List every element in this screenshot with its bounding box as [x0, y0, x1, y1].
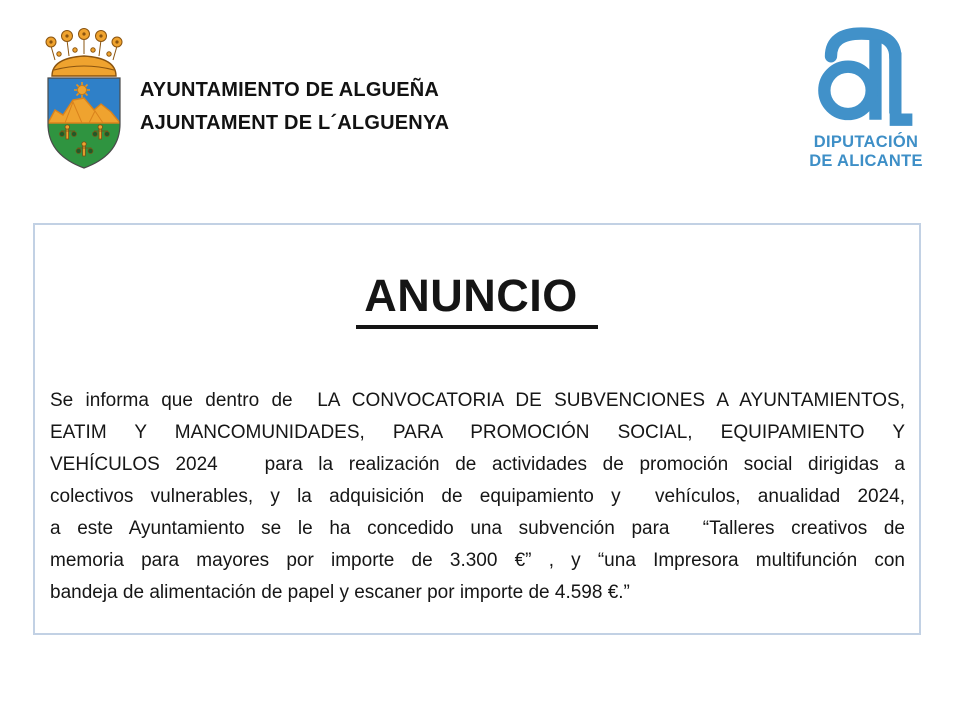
announcement-title: ANUNCIO [356, 271, 598, 329]
diputacion-alicante-logo-icon [813, 26, 919, 132]
announcement-body-line: memoria para mayores por importe de 3.300 €” , y “una Impresora multifunción con [50, 549, 905, 571]
announcement-box [33, 223, 921, 635]
announcement-body-line: a este Ayuntamiento se le ha concedido una subvención para “Talleres creativos de [50, 517, 905, 539]
municipality-name-va: AJUNTAMENT DE L´ALGUENYA [140, 112, 450, 134]
diputacion-name-line2: DE ALICANTE [809, 152, 923, 170]
announcement-body-line: bandeja de alimentación de papel y escaner por importe de 4.598 €.” [50, 581, 630, 603]
announcement-body-line: Se informa que dentro de LA CONVOCATORIA DE SUBVENCIONES A AYUNTAMIENTOS, [50, 389, 905, 411]
announcement-body-line: colectivos vulnerables, y la adquisición de equipamiento y vehículos, anualidad 2024, [50, 485, 905, 507]
diputacion-logo-block [800, 26, 932, 170]
announcement-body [50, 385, 905, 609]
municipal-coat-of-arms-icon [38, 28, 130, 170]
diputacion-name-line1: DIPUTACIÓN [813, 133, 919, 151]
municipality-names [140, 74, 449, 140]
announcement-body-line: VEHÍCULOS 2024 para la realización de actividades de promoción social dirigidas a [50, 453, 905, 475]
municipality-name-es: AYUNTAMIENTO DE ALGUEÑA [140, 79, 440, 101]
announcement-body-line: EATIM Y MANCOMUNIDADES, PARA PROMOCIÓN SOCIAL, EQUIPAMIENTO Y [50, 421, 905, 443]
